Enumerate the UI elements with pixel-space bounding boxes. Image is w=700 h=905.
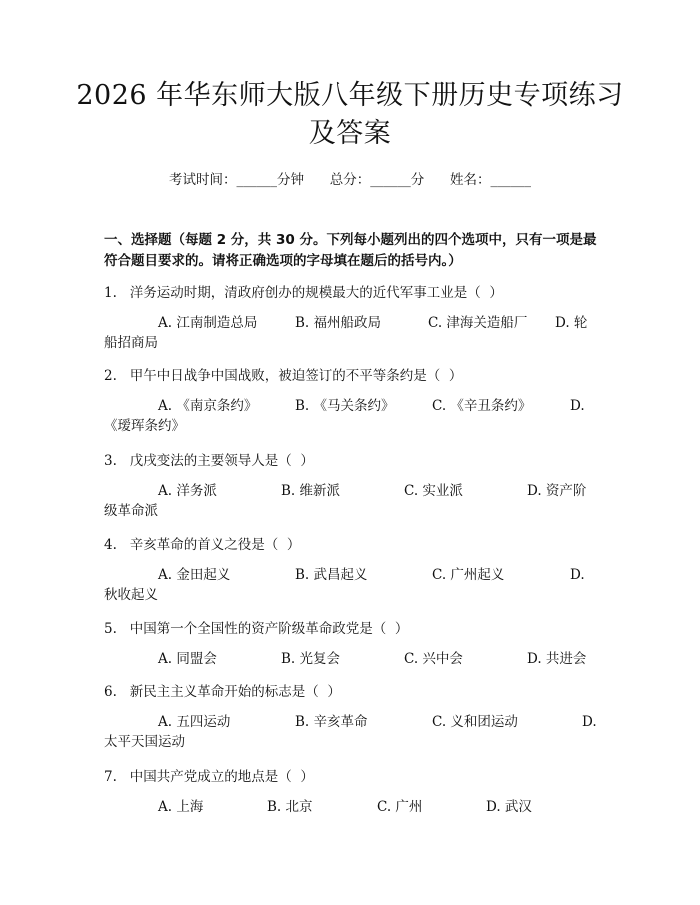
option-b: B. 武昌起义 [295, 567, 368, 583]
option-d: D. [570, 567, 585, 583]
question-stem: 7. 中国共产党成立的地点是（ ） [104, 769, 314, 785]
option-c: C. 实业派 [404, 483, 463, 499]
question-stem: 4. 辛亥革命的首义之役是（ ） [104, 537, 301, 553]
option-d: D. 武汉 [486, 799, 532, 815]
option-wrap: 级革命派 [104, 503, 158, 519]
name-blank: ______ [490, 172, 531, 188]
option-b: B. 维新派 [281, 483, 341, 499]
option-c: C. 义和团运动 [432, 714, 518, 730]
option-d: D. 资产阶 [527, 483, 587, 499]
option-d: D. [570, 398, 585, 414]
question-stem: 5. 中国第一个全国性的资产阶级革命政党是（ ） [104, 621, 409, 637]
question-7 [0, 767, 700, 857]
option-c: C. 《辛丑条约》 [432, 398, 532, 414]
question-stem: 1. 洋务运动时期，清政府创办的规模最大的近代军事工业是（ ） [104, 285, 503, 301]
option-b: B. 《马关条约》 [295, 398, 395, 414]
option-a: A. 江南制造总局 [158, 315, 258, 331]
option-c: C. 广州 [377, 799, 423, 815]
question-stem: 2. 甲午中日战争中国战败，被迫签订的不平等条约是（ ） [104, 368, 463, 384]
option-wrap: 太平天国运动 [104, 734, 185, 750]
option-c: C. 广州起义 [432, 567, 505, 583]
option-a: A. 金田起义 [158, 567, 231, 583]
option-a: A. 同盟会 [158, 651, 217, 667]
time-blank: ______ [236, 172, 277, 188]
score-unit: 分 [410, 172, 425, 188]
option-b: B. 光复会 [281, 651, 341, 667]
option-wrap: 秋收起义 [104, 587, 158, 603]
option-c: C. 津海关造船厂 [428, 315, 528, 331]
question-stem: 3. 戊戌变法的主要领导人是（ ） [104, 453, 314, 469]
option-d: D. [582, 714, 597, 730]
question-2 [0, 366, 700, 456]
option-c: C. 兴中会 [404, 651, 463, 667]
option-a: A. 洋务派 [158, 483, 217, 499]
option-b: B. 北京 [267, 799, 313, 815]
option-wrap: 船招商局 [104, 335, 158, 351]
score-label: 总分： [329, 172, 371, 188]
question-4 [0, 535, 700, 625]
option-d: D. 共进会 [527, 651, 587, 667]
option-b: B. 辛亥革命 [295, 714, 368, 730]
option-a: A. 五四运动 [158, 714, 231, 730]
time-unit: 分钟 [277, 172, 304, 188]
option-d: D. 轮 [555, 315, 588, 331]
exam-meta [0, 168, 700, 188]
question-6 [0, 682, 700, 772]
question-1 [0, 283, 700, 373]
section-heading: 一、选择题（每题 2 分，共 30 分。下列每小题列出的四个选项中，只有一项是最符合题目要求的。请将正确选项的字母填在题后的括号内。） [104, 232, 597, 269]
time-label: 考试时间： [169, 172, 237, 188]
option-wrap: 《瑷珲条约》 [104, 418, 185, 434]
option-a: A. 上海 [158, 799, 204, 815]
option-a: A. 《南京条约》 [158, 398, 258, 414]
name-label: 姓名： [450, 172, 491, 188]
option-b: B. 福州船政局 [295, 315, 382, 331]
question-stem: 6. 新民主主义革命开始的标志是（ ） [104, 684, 341, 700]
page-title-line-2: 及答案 [308, 118, 392, 149]
page-title-line-1: 2026 年华东师大版八年级下册历史专项练习 [76, 80, 624, 111]
question-3 [0, 451, 700, 541]
score-blank: ______ [370, 172, 411, 188]
